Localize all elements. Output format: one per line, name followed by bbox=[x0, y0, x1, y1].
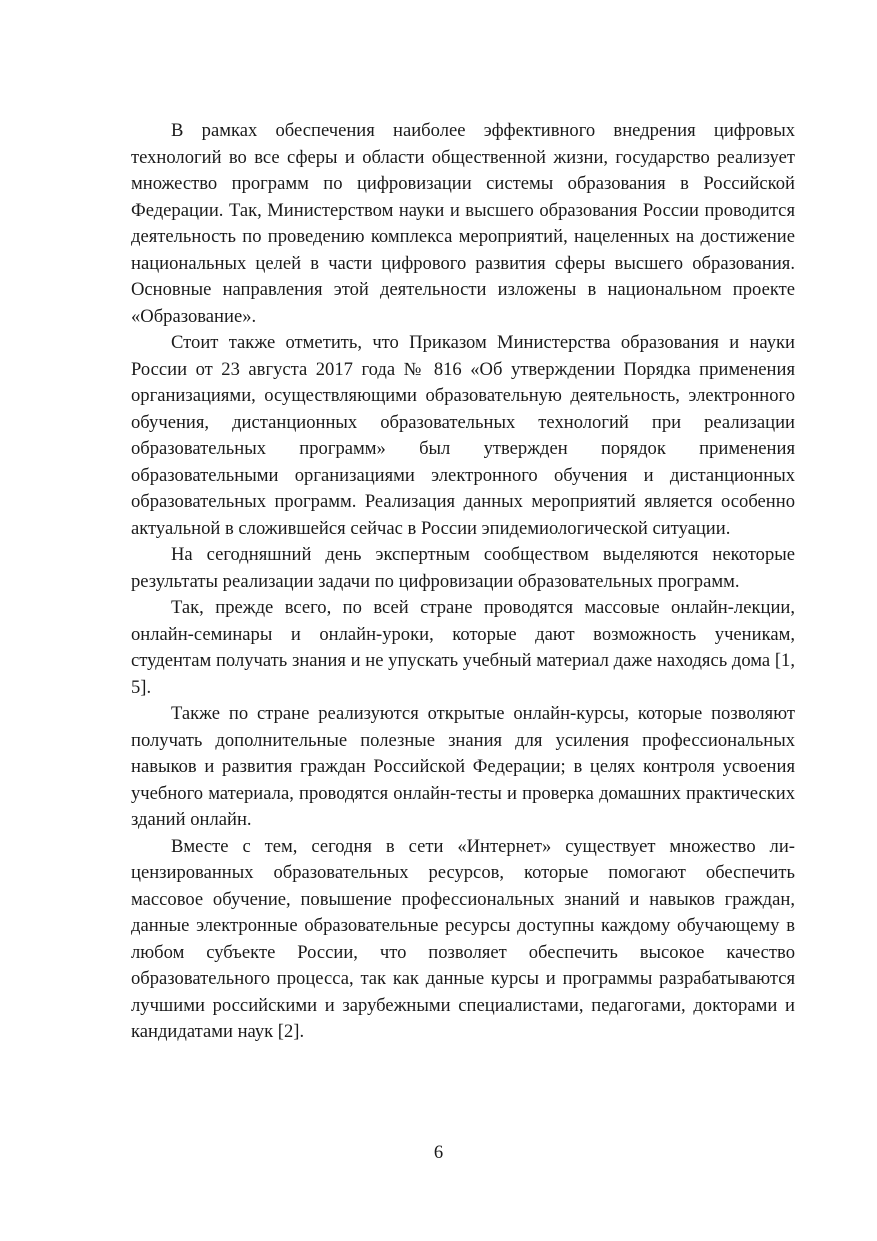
paragraph: Так, прежде всего, по всей стране проводятся массовые онлайн-лекции, онлайн-семинары и онлайн-уроки, которые дают возможность ученикам, студентам получать знания и не упускать учебный материал даже находясь дома [1, 5]. bbox=[131, 597, 795, 698]
page-number: 6 bbox=[433, 1142, 444, 1163]
paragraph: Также по стране реализуются открытые онлайн-курсы, которые позволяют получать дополнительные полезные знания для усиления профессиональных навыков и развития граждан Российской Федерации; в целях контроля усвоения учебного материала, проводятся онлайн-тесты и проверка домашних практических зданий онлайн. bbox=[131, 703, 795, 830]
paragraph: Вместе с тем, сегодня в сети «Интернет» существует множество лицензированных образовательных ресурсов, которые помогают обеспечить массовое обучение, повышение профессиональных знаний и навыков граждан, данные электронные образовательные ресурсы доступны каждому обучающему в любом субъекте России, что позволяет обеспечить высокое качество образовательного процесса, так как данные курсы и программы разрабатываются лучшими российскими и зарубежными специалистами, педагогами, докторами и кандидатами наук [2]. bbox=[131, 835, 795, 1042]
body-text bbox=[131, 118, 795, 1046]
paragraph: На сегодняшний день экспертным сообществом выделяются некоторые результаты реализации задачи по цифровизации образовательных программ. bbox=[131, 544, 795, 592]
paragraph: В рамках обеспечения наиболее эффективного внедрения цифровых технологий во все сферы и области общественной жизни, государство реализует множество программ по цифровизации системы образования в Российской Федерации. Так, Министерством науки и высшего образования России проводится деятельность по проведению комплекса мероприятий, нацеленных на достижение национальных целей в части цифрового развития сферы высшего образования. Основные направления этой деятельности изложены в национальном проекте «Образование». bbox=[131, 120, 795, 327]
paragraph: Стоит также отметить, что Приказом Министерства образования и науки России от 23 августа 2017 года № 816 «Об утверждении Порядка применения организациями, осуществляющими образовательную деятельность, электронного обучения, дистанционных образовательных технологий при реализации образовательных программ» был утвержден порядок применения образовательными организациями электронного обучения и дистанционных образовательных программ. Реализация данных мероприятий является особенно актуальной в сложившейся сейчас в России эпидемиологической ситуации. bbox=[131, 332, 795, 539]
